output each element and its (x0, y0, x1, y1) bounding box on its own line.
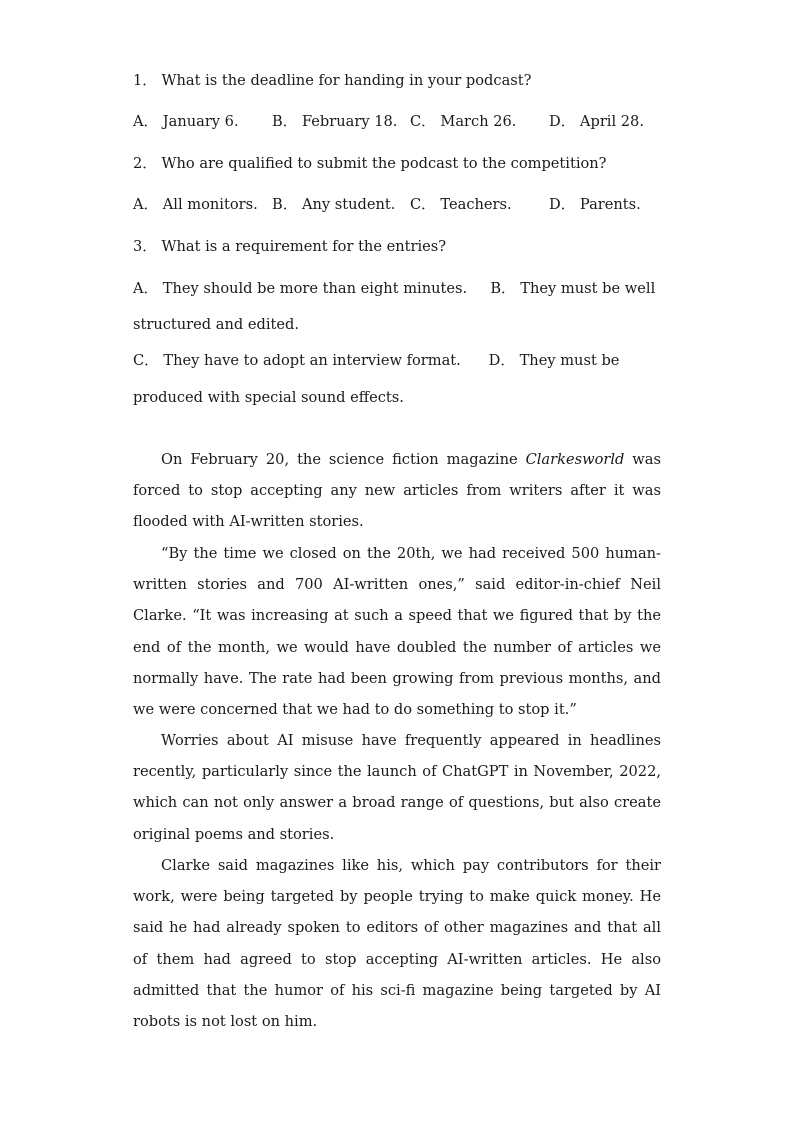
question-2-option-b: B． Any student. (272, 196, 396, 213)
question-2-stem: 2． Who are qualified to submit the podcast to the competition? (133, 155, 607, 172)
passage-paragraph-1 (133, 444, 661, 538)
question-3-options-line-3: C． They have to adopt an interview format. D． They must be (133, 352, 620, 369)
question-3-options-line-1: A． They should be more than eight minutes. B． They must be well (133, 280, 656, 297)
question-2-option-c: C． Teachers. (410, 196, 512, 213)
question-1-option-a: A． January 6. (133, 113, 239, 130)
question-1-stem: 1． What is the deadline for handing in your podcast? (133, 72, 532, 89)
question-2-option-a: A． All monitors. (133, 196, 258, 213)
passage-paragraph-4: Clarke said magazines like his, which pay contributors for their work, were being targeted by people trying to make quick money. He said he had already spoken to editors of other magazines and that all of them had agreed to stop accepting AI-written articles. He also admitted that the humor of his sci-fi magazine being targeted by AI robots is not lost on him. (133, 857, 661, 1031)
question-3-options-line-4: produced with special sound effects. (133, 389, 404, 406)
question-3-options-line-2: structured and edited. (133, 316, 299, 333)
passage-paragraph-2: “By the time we closed on the 20th, we had received 500 human-written stories and 700 AI-written ones,” said editor-in-chief Neil Clarke. “It was increasing at such a speed that we figured that by the end of the month, we would have doubled the number of articles we normally have. The rate had been growing from previous months, and we were concerned that we had to do something to stop it.” (133, 545, 661, 719)
passage-paragraph-3: Worries about AI misuse have frequently appeared in headlines recently, particularly since the launch of ChatGPT in November, 2022, which can not only answer a broad range of questions, but also create original poems and stories. (133, 732, 661, 843)
question-2-option-d: D． Parents. (549, 196, 641, 213)
question-3-stem: 3． What is a requirement for the entries? (133, 238, 447, 255)
question-1-option-b: B． February 18. (272, 113, 398, 130)
passage-p1-after: was forced to stop accepting any new articles from writers after it was flooded with AI-written stories. (133, 451, 661, 531)
question-1-option-d: D． April 28. (549, 113, 644, 130)
question-1-option-c: C． March 26. (410, 113, 517, 130)
passage-p1-before: On February 20, the science fiction magazine (161, 451, 526, 468)
magazine-title: Clarkesworld (525, 451, 625, 468)
